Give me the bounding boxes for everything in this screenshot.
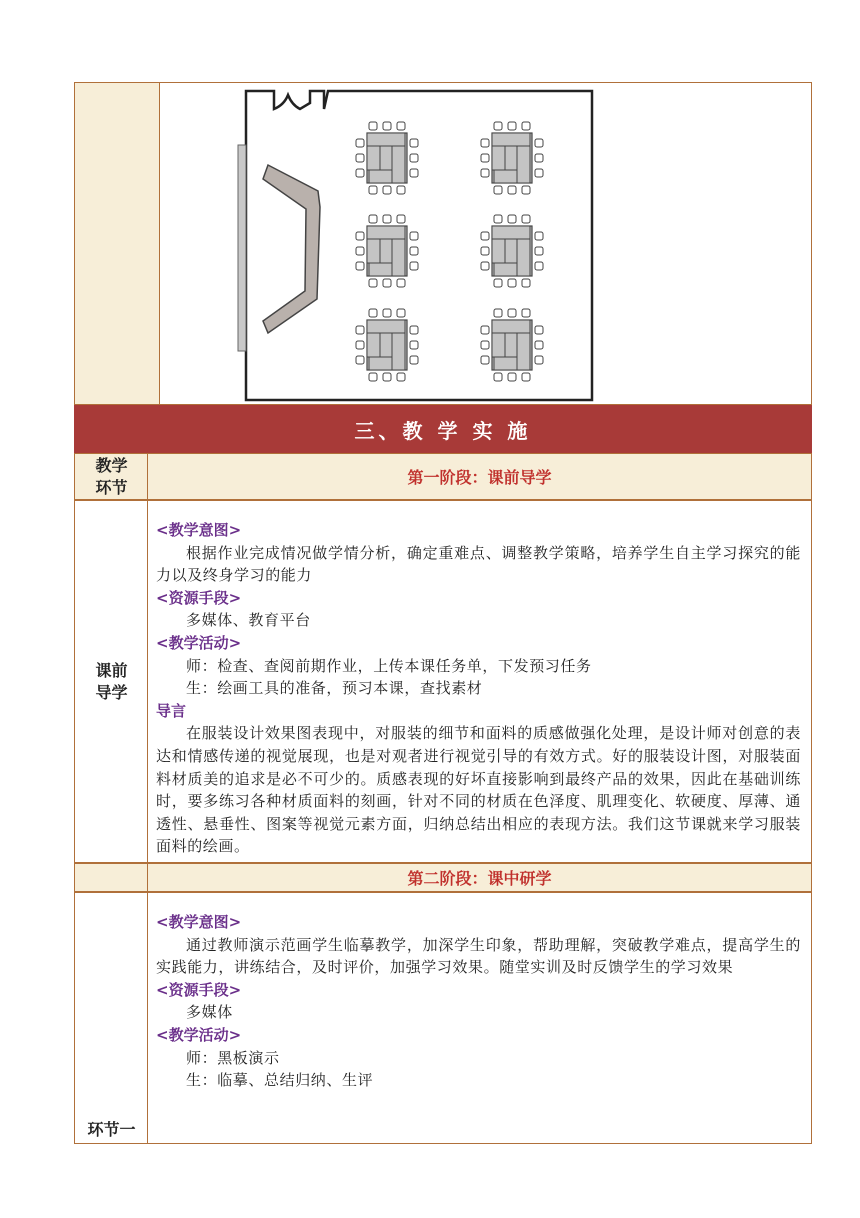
section-banner xyxy=(74,405,812,453)
activity-title: <教学活动> xyxy=(156,633,242,652)
table-cluster xyxy=(356,309,418,381)
resource-title: <资源手段> xyxy=(156,588,242,607)
activity-teacher: 师：检查、查阅前期作业，上传本课任务单，下发预习任务 xyxy=(186,656,592,675)
resource-text: 多媒体 xyxy=(186,1003,233,1022)
intent-text: 根据作业完成情况做学情分析，确定重难点、调整教学策略，培养学生自主学习探究的能力以及终身学习的能力 xyxy=(156,543,801,585)
table-cluster xyxy=(356,122,418,194)
classroom-layout-diagram xyxy=(160,83,813,406)
phase2-title: 第二阶段：课中研学 xyxy=(407,869,552,888)
podium-shape xyxy=(263,165,320,333)
resource-text: 多媒体、教育平台 xyxy=(186,611,311,630)
table-cluster xyxy=(481,309,543,381)
resource-title: <资源手段> xyxy=(156,980,242,999)
section1-label: 环节一 xyxy=(87,1120,136,1139)
phase1-title: 第一阶段：课前导学 xyxy=(407,468,552,487)
pre-class-content-cell xyxy=(147,500,812,863)
table-cluster xyxy=(481,122,543,194)
table-cluster xyxy=(356,215,418,287)
phase1-title-cell xyxy=(147,453,812,500)
classroom-layout-cell xyxy=(159,82,812,405)
intent-text: 通过教师演示范画学生临摹教学，加深学生印象，帮助理解，突破教学难点，提高学生的实践能力，讲练结合，及时评价，加强学习效果。随堂实训及时反馈学生的学习效果 xyxy=(156,935,801,977)
room-outline xyxy=(246,91,592,400)
activity-title: <教学活动> xyxy=(156,1025,242,1044)
layout-label-cell xyxy=(74,82,160,405)
intent-title: <教学意图> xyxy=(156,521,242,539)
pre-class-label-cell xyxy=(74,500,148,863)
phase2-label-cell xyxy=(74,863,148,892)
header-label: 教学 环节 xyxy=(95,455,128,497)
activity-student: 生：绘画工具的准备，预习本课，查找素材 xyxy=(186,679,483,698)
activity-teacher: 师：黑板演示 xyxy=(186,1048,280,1067)
intent-title: <教学意图> xyxy=(156,913,242,931)
activity-student: 生：临摹、总结归纳、生评 xyxy=(186,1071,374,1090)
blackboard xyxy=(238,145,246,351)
section1-label-cell xyxy=(74,892,148,1144)
table-cluster xyxy=(481,215,543,287)
pre-class-label: 课前 导学 xyxy=(95,660,128,702)
section1-content-cell xyxy=(147,892,812,1144)
banner-title: 三、教 学 实 施 xyxy=(354,418,532,443)
intro-text: 在服装设计效果图表现中，对服装的细节和面料的质感做强化处理，是设计师对创意的表达和情感传递的视觉展现，也是对观者进行视觉引导的有效方式。好的服装设计图，对服装面料材质美的追求是必不可少的。质感表现的好坏直接影响到最终产品的效果，因此在基础训练时，要多练习各种材质面料的刻画，针对不同的材质在色泽度、肌理变化、软硬度、厚薄、通透性、悬垂性、图案等视觉元素方面，归纳总结出相应的表现方法。我们这节课就来学习服装面料的绘画。 xyxy=(156,724,801,856)
phase2-title-cell xyxy=(147,863,812,892)
header-label-cell xyxy=(74,453,148,500)
intro-title: 导言 xyxy=(156,701,187,720)
